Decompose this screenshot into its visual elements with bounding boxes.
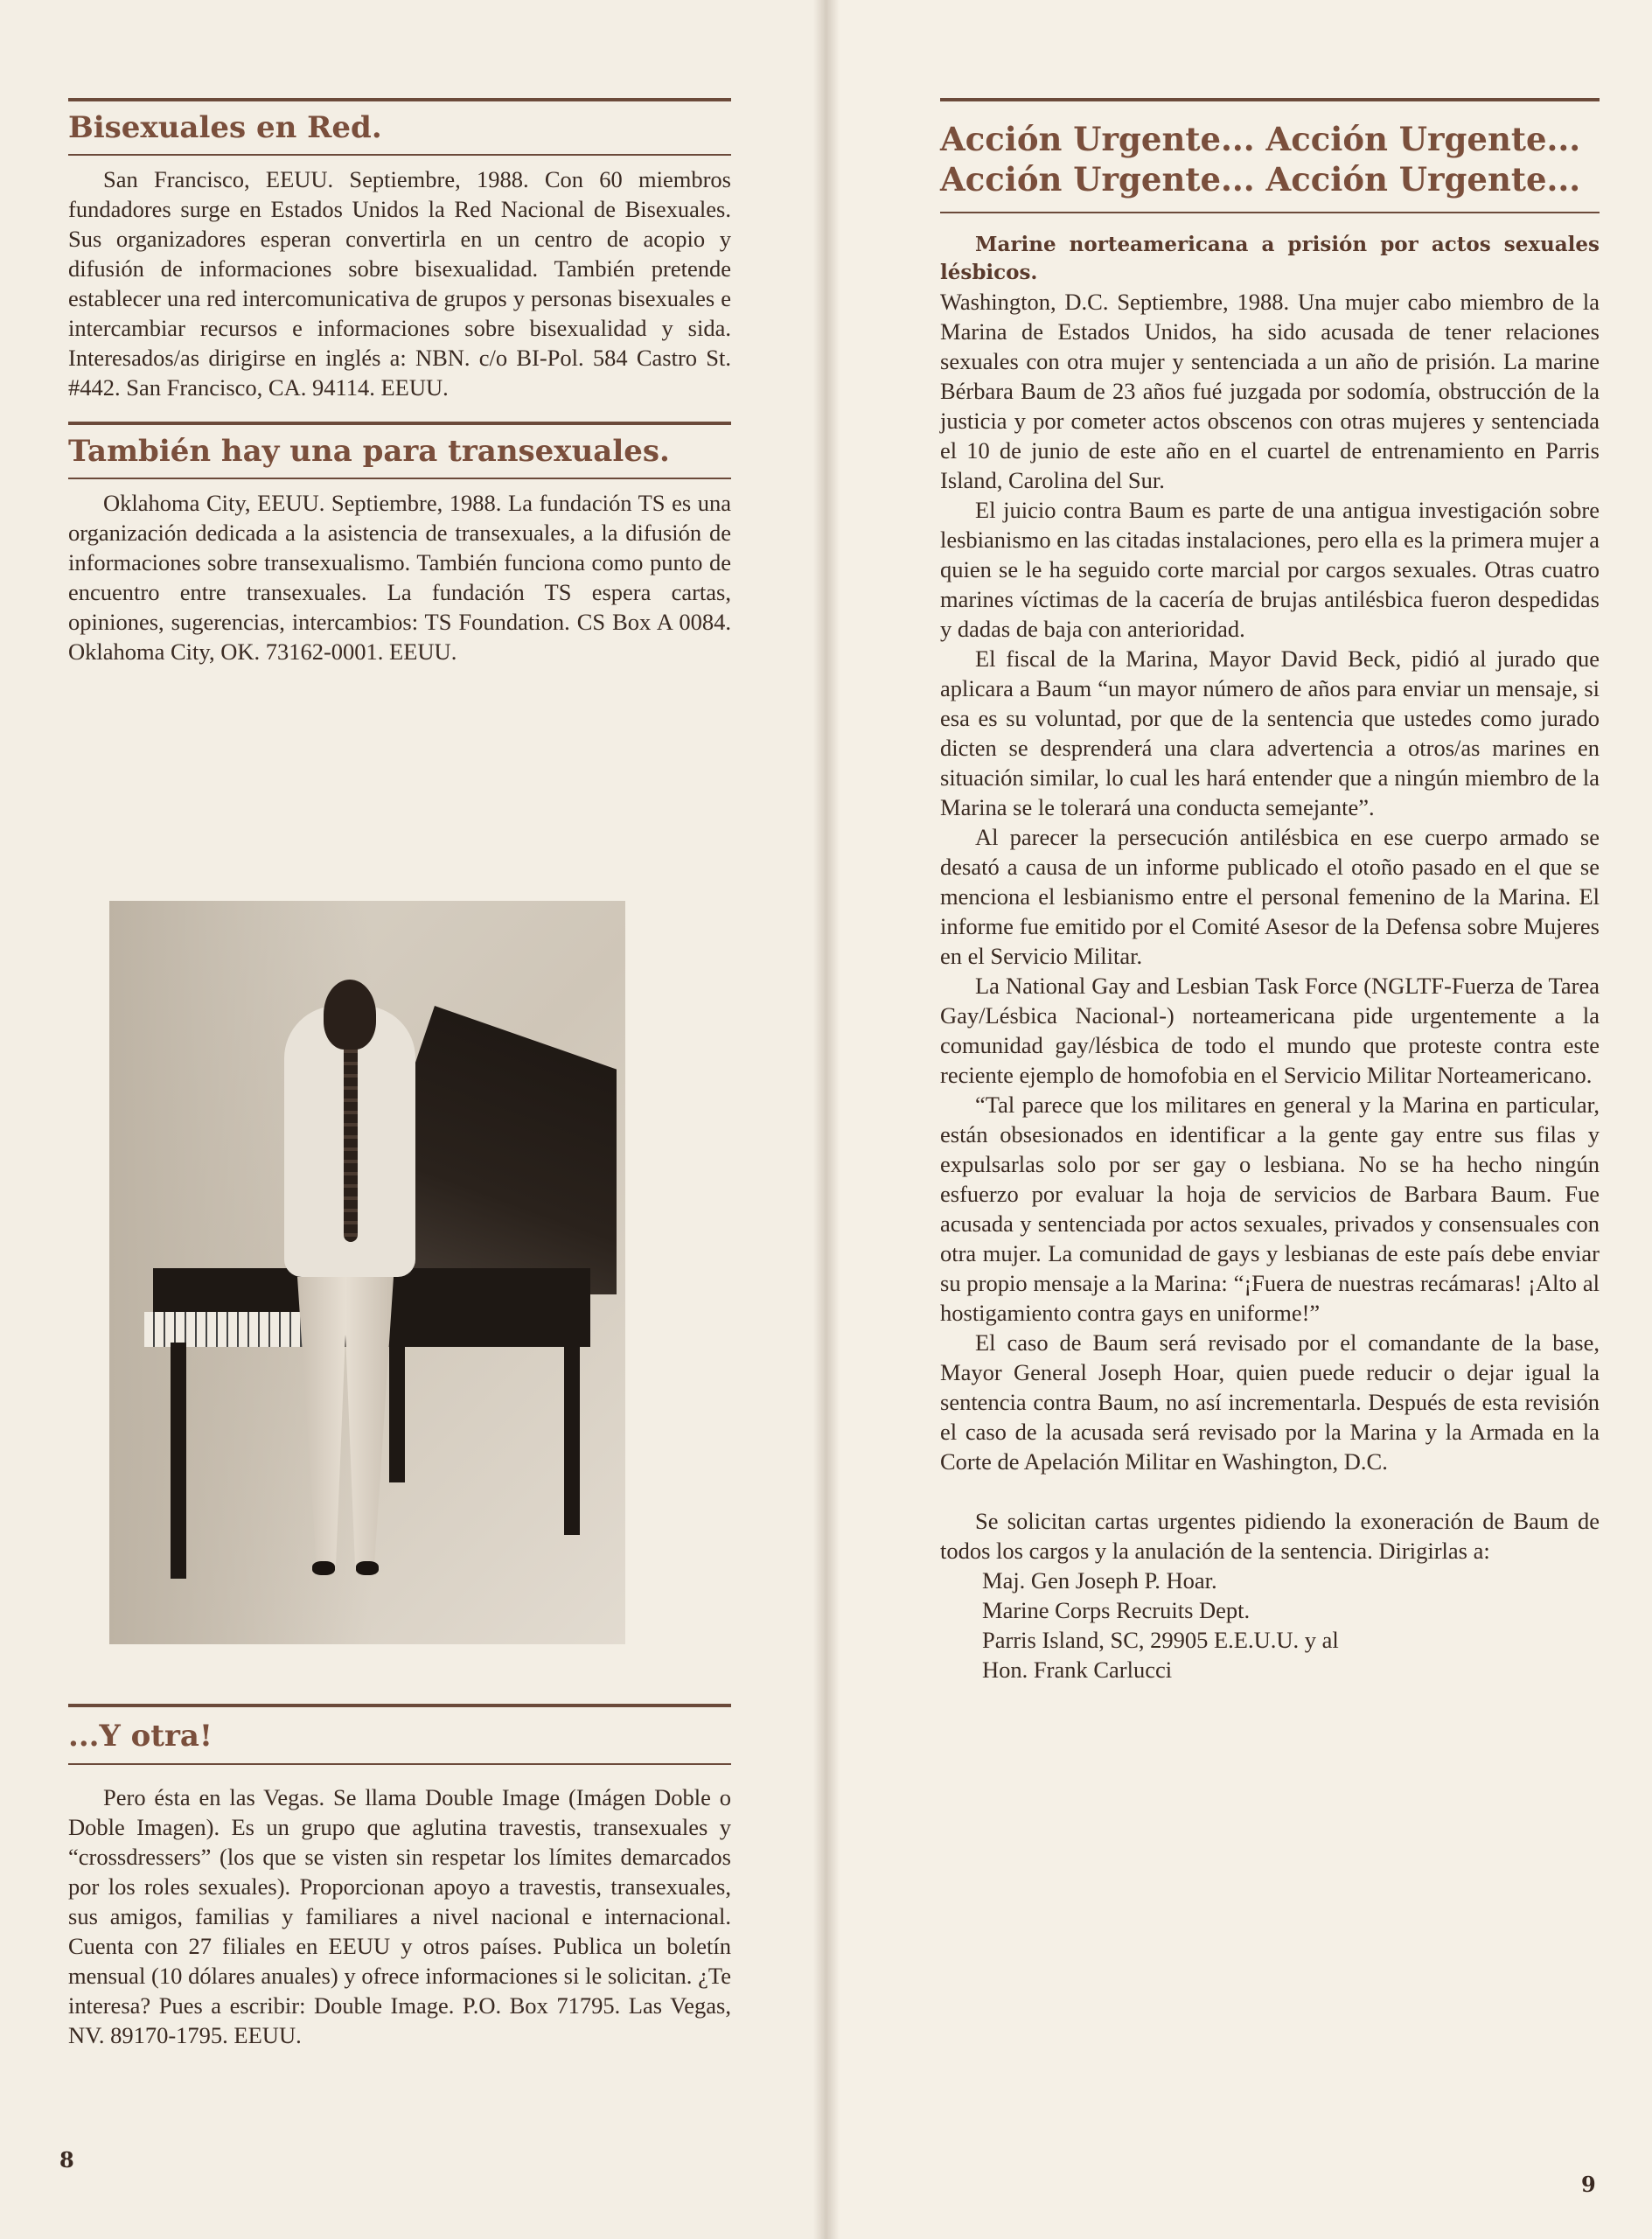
bisexuales-body: San Francisco, EEUU. Septiembre, 1988. Con 60 miembros fundadores surge en Estados Unidos la Red Nacional de Bisexuales. Sus organizadores esperan convertirla en un centro de acopio y difusión de informaciones sobre bisexualidad. También pretende establecer una red intercomunicativa de grupos y personas bisexuales e intercambiar recursos e informaciones sobre bisexualidad y sida. Interesados/as dirigirse en inglés a: NBN. c/o BI-Pol. 584 Castro St. #442. San Francisco, CA. 94114. EEUU. [68,166,731,401]
page-number-left: 8 [59,2147,74,2173]
divider [68,1763,731,1765]
divider [68,98,731,101]
divider [68,154,731,156]
divider [68,422,731,425]
bisexuales-title: Bisexuales en Red. [68,110,382,145]
article-paragraph: Washington, D.C. Septiembre, 1988. Una mujer cabo miembro de la Marina de Estados Unidos, ha sido acusada de tener relaciones sexuales con otra mujer y sentenciada a un año de prisión. La marine Bérbara Baum de 23 años fué juzgada por sodomía, obstrucción de la justicia y por cometer actos obscenos con otras mujeres y sentenciada el 10 de junio de este año en el cuartel de entrenamiento en Parris Island, Carolina del Sur. [940,289,1600,493]
article-paragraph: La National Gay and Lesbian Task Force (NGLTF-Fuerza de Tarea Gay/Lésbica Nacional-) norteamericana pide urgentemente a la comunidad gay/lésbica de todo el mundo que proteste contra este reciente ejemplo de homofobia en el Servicio Militar Norteamericano. [940,973,1600,1088]
left-column [68,98,731,666]
urgent-header-line-2: Acción Urgente... Acción Urgente... [940,160,1581,199]
address-line: Marine Corps Recruits Dept. [982,1597,1251,1623]
divider [940,98,1600,101]
y-otra-section [68,1704,731,2050]
article-paragraph: El fiscal de la Marina, Mayor David Beck, pidió al jurado que aplicara a Baum “un mayor número de años para enviar un mensaje, si esa es su voluntad, por que de la sentencia que ustedes como jurado dicten se desprenderá una clara advertencia a otros/as marines en situación similar, lo cual les hará entender que a ningún miembro de la Marina se le tolerará una conducta semejante”. [940,645,1600,820]
y-otra-title: ...Y otra! [68,1719,213,1754]
divider [68,478,731,479]
divider [68,1704,731,1707]
article-paragraph: El caso de Baum será revisado por el comandante de la base, Mayor General Joseph Hoar, quien puede reducir o dejar igual la sentencia contra Baum, no así incrementarla. Después de esta revisión el caso de la acusada será revisado por la Marina y la Armada en la Corte de Apelación Militar en Washington, D.C. [940,1329,1600,1475]
gutter-shadow [813,0,840,2239]
article-paragraph: Al parecer la persecución antilésbica en ese cuerpo armado se desató a causa de un informe publicado el otoño pasado en el que se menciona el lesbianismo entre el personal femenino de la Marina. El informe fue emitido por el Comité Asesor de la Defensa sobre Mujeres en el Servicio Militar. [940,824,1600,969]
article-paragraph: “Tal parece que los militares en general y la Marina en particular, están obsesionados en identificar a la gente gay entre sus filas y expulsarlas solo por ser gay o lesbiana. No se ha hecho ningún esfuerzo por evaluar la hoja de servicios de Barbara Baum. Fue acusada y sentenciada por actos sexuales, privados y consensuales con otra mujer. La comunidad de gays y lesbianas de este país debe enviar su propio mensaje a la Marina: “¡Fuera de nuestras recámaras! ¡Alto al hostigamiento contra gays en uniforme!” [940,1092,1600,1326]
appeal-text: Se solicitan cartas urgentes pidiendo la exoneración de Baum de todos los cargos y la anulación de la sentencia. Dirigirlas a: [940,1508,1600,1564]
urgent-header-line-1: Acción Urgente... Acción Urgente... [940,120,1581,158]
page-number-right: 9 [1581,2172,1596,2197]
address-line: Maj. Gen Joseph P. Hoar. [982,1567,1217,1594]
divider [940,212,1600,213]
right-column [940,98,1600,1684]
photo-woman-at-piano [109,901,625,1644]
y-otra-body: Pero ésta en las Vegas. Se llama Double Image (Imágen Doble o Doble Imagen). Es un grupo que aglutina travestis, transexuales y “crossdressers” (los que se visten sin respetar los límites demarcados por los roles sexuales). Proporcionan apoyo a travestis, transexuales, sus amigos, familias y familiares a nivel nacional e internacional. Cuenta con 27 filiales en EEUU y otros países. Publica un boletín mensual (10 dólares anuales) y ofrece informaciones si le solicitan. ¿Te interesa? Pues a escribir: Double Image. P.O. Box 71795. Las Vegas, NV. 89170-1795. EEUU. [68,1784,731,2048]
address-line: Parris Island, SC, 29905 E.E.U.U. y al [982,1627,1339,1653]
article-paragraph: El juicio contra Baum es parte de una antigua investigación sobre lesbianismo en las citadas instalaciones, pero ella es la primera mujer a quien se le ha seguido corte marcial por cargos sexuales. Otras cuatro marines víctimas de la cacería de brujas antilésbica fueron despedidas y dadas de baja con anterioridad. [940,497,1600,642]
transexuales-title: También hay una para transexuales. [68,434,670,469]
address-line: Hon. Frank Carlucci [982,1657,1173,1683]
transexuales-body: Oklahoma City, EEUU. Septiembre, 1988. La fundación TS es una organización dedicada a la asistencia de transexuales, a la difusión de informaciones sobre transexualismo. También funciona como punto de encuentro entre transexuales. La fundación TS espera cartas, opiniones, sugerencias, intercambios: TS Foundation. CS Box A 0084. Oklahoma City, OK. 73162-0001. EEUU. [68,490,731,665]
article-subtitle: Marine norteamericana a prisión por actos sexuales lésbicos. [940,233,1600,284]
